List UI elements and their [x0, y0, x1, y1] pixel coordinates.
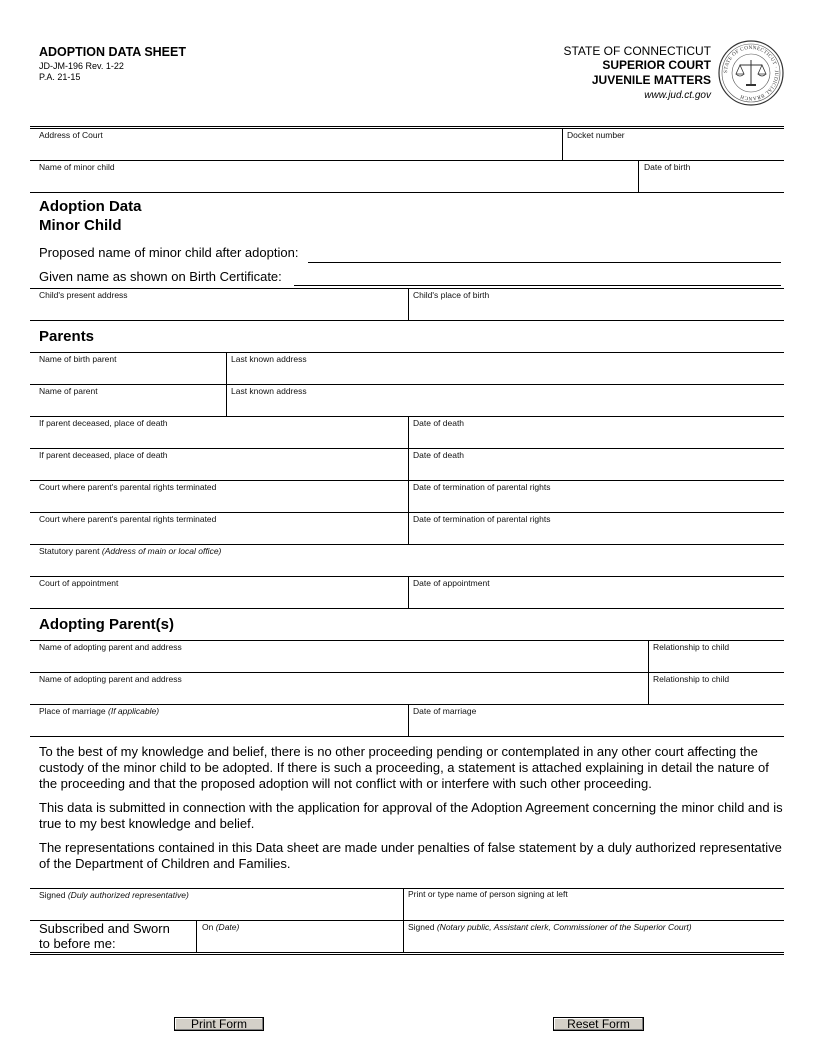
relationship-input-1[interactable]: [653, 654, 779, 670]
place-of-marriage-label: Place of marriage (If applicable): [39, 706, 160, 716]
court-of-appointment-label: Court of appointment: [39, 578, 119, 588]
child-present-address-label: Child's present address: [39, 290, 128, 300]
given-name-label: Given name as shown on Birth Certificate:: [39, 269, 282, 284]
birth-parent-address-label: Last known address: [231, 354, 307, 364]
address-of-court-input[interactable]: [39, 142, 554, 158]
parents-heading: Parents: [39, 328, 95, 345]
adopting-parent-input-2[interactable]: [39, 686, 641, 702]
subscribed-sworn-line2: to before me:: [39, 936, 116, 951]
on-date-input[interactable]: [202, 934, 398, 950]
adopting-parent-label-1: Name of adopting parent and address: [39, 642, 182, 652]
court-name: SUPERIOR COURT: [602, 58, 711, 72]
adoption-data-heading: Adoption Data: [39, 198, 142, 215]
date-of-marriage-label: Date of marriage: [413, 706, 477, 716]
date-of-appointment-label: Date of appointment: [413, 578, 490, 588]
date-termination-label-1: Date of termination of parental rights: [413, 482, 551, 492]
statement-paragraph-1: To the best of my knowledge and belief, there is no other proceeding pending or contemplated in any other court affecting the custody of the minor child to be adopted. If there is such a proceeding, a statement is attached explaining in detail the nature of the proceeding and that the proposed adoption will not conflict with or interfere with such other proceeding.: [39, 744, 769, 791]
adopting-parent-label-2: Name of adopting parent and address: [39, 674, 182, 684]
court-of-appointment-input[interactable]: [39, 590, 401, 606]
adopting-parents-heading: Adopting Parent(s): [39, 616, 174, 633]
date-termination-input-2[interactable]: [413, 526, 779, 542]
place-of-death-input-2[interactable]: [39, 462, 401, 478]
birth-parent-name-label: Name of birth parent: [39, 354, 117, 364]
statutory-parent-label: Statutory parent (Address of main or local office): [39, 546, 222, 556]
signed-representative-input[interactable]: [39, 902, 395, 918]
date-of-death-label-1: Date of death: [413, 418, 465, 428]
docket-number-input[interactable]: [567, 142, 779, 158]
proposed-name-input[interactable]: [310, 245, 780, 261]
date-termination-label-2: Date of termination of parental rights: [413, 514, 551, 524]
date-of-death-input-1[interactable]: [413, 430, 779, 446]
given-name-input[interactable]: [296, 269, 780, 285]
docket-number-label: Docket number: [567, 130, 625, 140]
statute-reference: P.A. 21-15: [39, 72, 81, 82]
subscribed-sworn-line1: Subscribed and Sworn: [39, 921, 170, 936]
parent-name-input[interactable]: [39, 398, 219, 414]
court-terminated-input-2[interactable]: [39, 526, 401, 542]
statement-paragraph-3: The representations contained in this Data sheet are made under penalties of false statement by a duly authorized representative of the Department of Children and Families.: [39, 840, 782, 871]
place-of-marriage-input[interactable]: [39, 718, 401, 734]
judicial-seal-icon: [718, 40, 784, 106]
place-of-death-label-1: If parent deceased, place of death: [39, 418, 168, 428]
minor-child-name-label: Name of minor child: [39, 162, 115, 172]
statement-paragraph-2: This data is submitted in connection with the application for approval of the Adoption Agreement concerning the minor child and is true to my best knowledge and belief.: [39, 800, 783, 831]
reset-form-button[interactable]: Reset Form: [553, 1017, 644, 1031]
court-terminated-input-1[interactable]: [39, 494, 401, 510]
date-termination-input-1[interactable]: [413, 494, 779, 510]
date-of-birth-label: Date of birth: [644, 162, 691, 172]
minor-child-heading: Minor Child: [39, 217, 122, 234]
statutory-parent-input[interactable]: [39, 558, 779, 574]
relationship-label-2: Relationship to child: [653, 674, 730, 684]
svg-text:STATE OF CONNECTICUT · JUDICIA: STATE OF CONNECTICUT · JUDICIAL BRANCH: [722, 44, 780, 102]
place-of-death-label-2: If parent deceased, place of death: [39, 450, 168, 460]
on-date-label: On (Date): [202, 922, 240, 932]
proposed-name-label: Proposed name of minor child after adoption:: [39, 245, 299, 260]
date-of-death-label-2: Date of death: [413, 450, 465, 460]
date-of-death-input-2[interactable]: [413, 462, 779, 478]
parent-address-input[interactable]: [231, 398, 779, 414]
parent-address-label: Last known address: [231, 386, 307, 396]
signed-representative-label: Signed (Duly authorized representative): [39, 890, 189, 900]
parent-name-label: Name of parent: [39, 386, 98, 396]
date-of-birth-input[interactable]: [644, 174, 780, 190]
form-title: ADOPTION DATA SHEET: [39, 45, 186, 59]
court-terminated-label-2: Court where parent's parental rights terminated: [39, 514, 217, 524]
notary-signed-input[interactable]: [408, 934, 779, 950]
date-of-appointment-input[interactable]: [413, 590, 779, 606]
birth-parent-name-input[interactable]: [39, 366, 219, 382]
minor-child-name-input[interactable]: [39, 174, 631, 190]
print-name-input[interactable]: [408, 902, 779, 918]
adopting-parent-input-1[interactable]: [39, 654, 641, 670]
child-place-of-birth-input[interactable]: [413, 302, 779, 318]
website-url: www.jud.ct.gov: [644, 90, 711, 101]
birth-parent-address-input[interactable]: [231, 366, 779, 382]
notary-signed-label: Signed (Notary public, Assistant clerk, Commissioner of the Superior Court): [408, 922, 692, 932]
address-of-court-label: Address of Court: [39, 130, 103, 140]
relationship-label-1: Relationship to child: [653, 642, 730, 652]
place-of-death-input-1[interactable]: [39, 430, 401, 446]
form-number: JD-JM-196 Rev. 1-22: [39, 61, 124, 71]
relationship-input-2[interactable]: [653, 686, 779, 702]
state-name: STATE OF CONNECTICUT: [563, 44, 711, 58]
date-of-marriage-input[interactable]: [413, 718, 779, 734]
print-name-label: Print or type name of person signing at left: [408, 889, 568, 899]
print-form-button[interactable]: Print Form: [174, 1017, 264, 1031]
child-place-of-birth-label: Child's place of birth: [413, 290, 490, 300]
child-present-address-input[interactable]: [39, 302, 401, 318]
court-terminated-label-1: Court where parent's parental rights terminated: [39, 482, 217, 492]
court-division: JUVENILE MATTERS: [591, 73, 711, 87]
